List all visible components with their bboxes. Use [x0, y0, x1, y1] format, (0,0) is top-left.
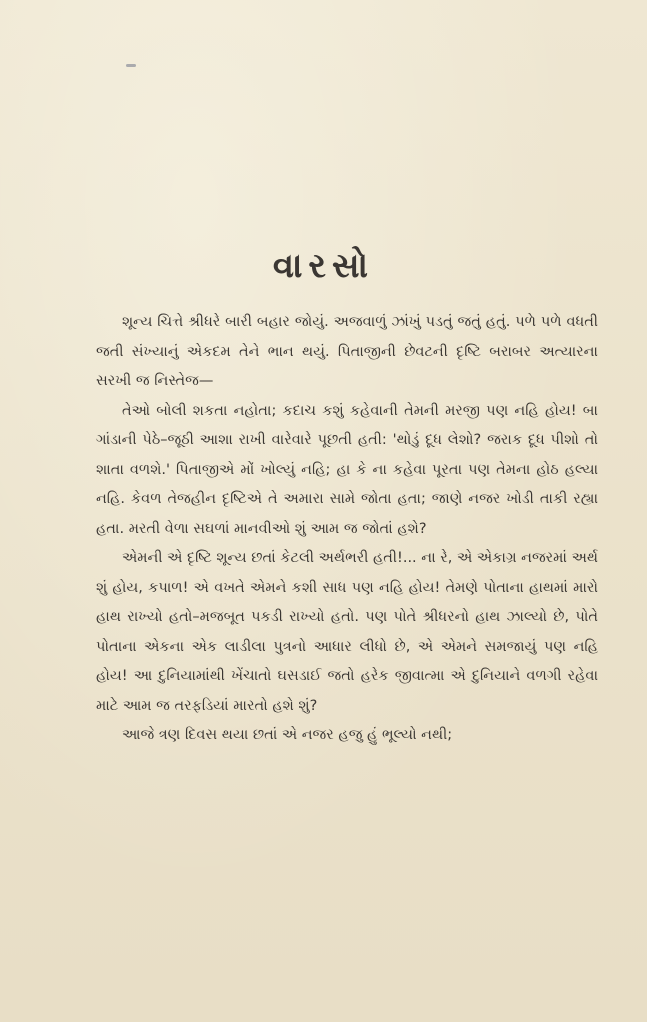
page-body	[96, 308, 598, 751]
paragraph-3: એમની એ દૃષ્ટિ શૂન્ય છતાં કેટલી અર્થભરી હતી!... ના રે, એ એકાગ્ર નજરમાં અર્થ શું હોય, કપાળ! એ વખતે એમને કશી સાધ પણ નહિ હોય! તેમણે પોતાના હાથમાં મારો હાથ રાખ્યો હતો–મજબૂત પકડી રાખ્યો હતો. પણ પોતે શ્રીધરનો હાથ ઝાલ્યો છે, પોતે પોતાના એકના એક લાડીલા પુત્રનો આધાર લીધો છે, એ એમને સમજાયું પણ નહિ હોય! આ દુનિયામાંથી ખેંચાતો ઘસડાઈ જતો હરેક જીવાત્મા એ દુનિયાને વળગી રહેવા માટે આમ જ તરફડિયાં મારતો હશે શું?	[96, 550, 598, 714]
chapter-title: વારસો	[272, 246, 375, 286]
ink-speck	[126, 64, 136, 67]
paragraph-2: તેઓ બોલી શકતા નહોતા; કદાચ કશું કહેવાની તેમની મરજી પણ નહિ હોય! બા ગાંડાની પેઠે–જૂઠી આશા રાખી વારેવારે પૂછતી હતી: 'થોડું દૂધ લેશો? જરાક દૂધ પીશો તો શાતા વળશે.' પિતાજીએ મોં ખોલ્યું નહિ; હા કે ના કહેવા પૂરતા પણ તેમના હોઠ હલ્યા નહિ. કેવળ તેજહીન દૃષ્ટિએ તે અમારા સામે જોતા હતા; જાણે નજર ખોડી તાકી રહ્યા હતા. મરતી વેળા સઘળાં માનવીઓ શું આમ જ જોતાં હશે?	[96, 402, 598, 537]
paragraph-1: શૂન્ય ચિત્તે શ્રીધરે બારી બહાર જોયું. અજવાળું ઝાંખું પડતું જતું હતું. પળે પળે વધતી જતી સંખ્યાનું એકદમ તેને ભાન થયું. પિતાજીની છેવટની દૃષ્ટિ બરાબર અત્યારના સરખી જ નિસ્તેજ—	[96, 314, 598, 389]
paragraph-4: આજે ત્રણ દિવસ થયા છતાં એ નજર હજુ હું ભૂલ્યો નથી;	[122, 727, 453, 743]
